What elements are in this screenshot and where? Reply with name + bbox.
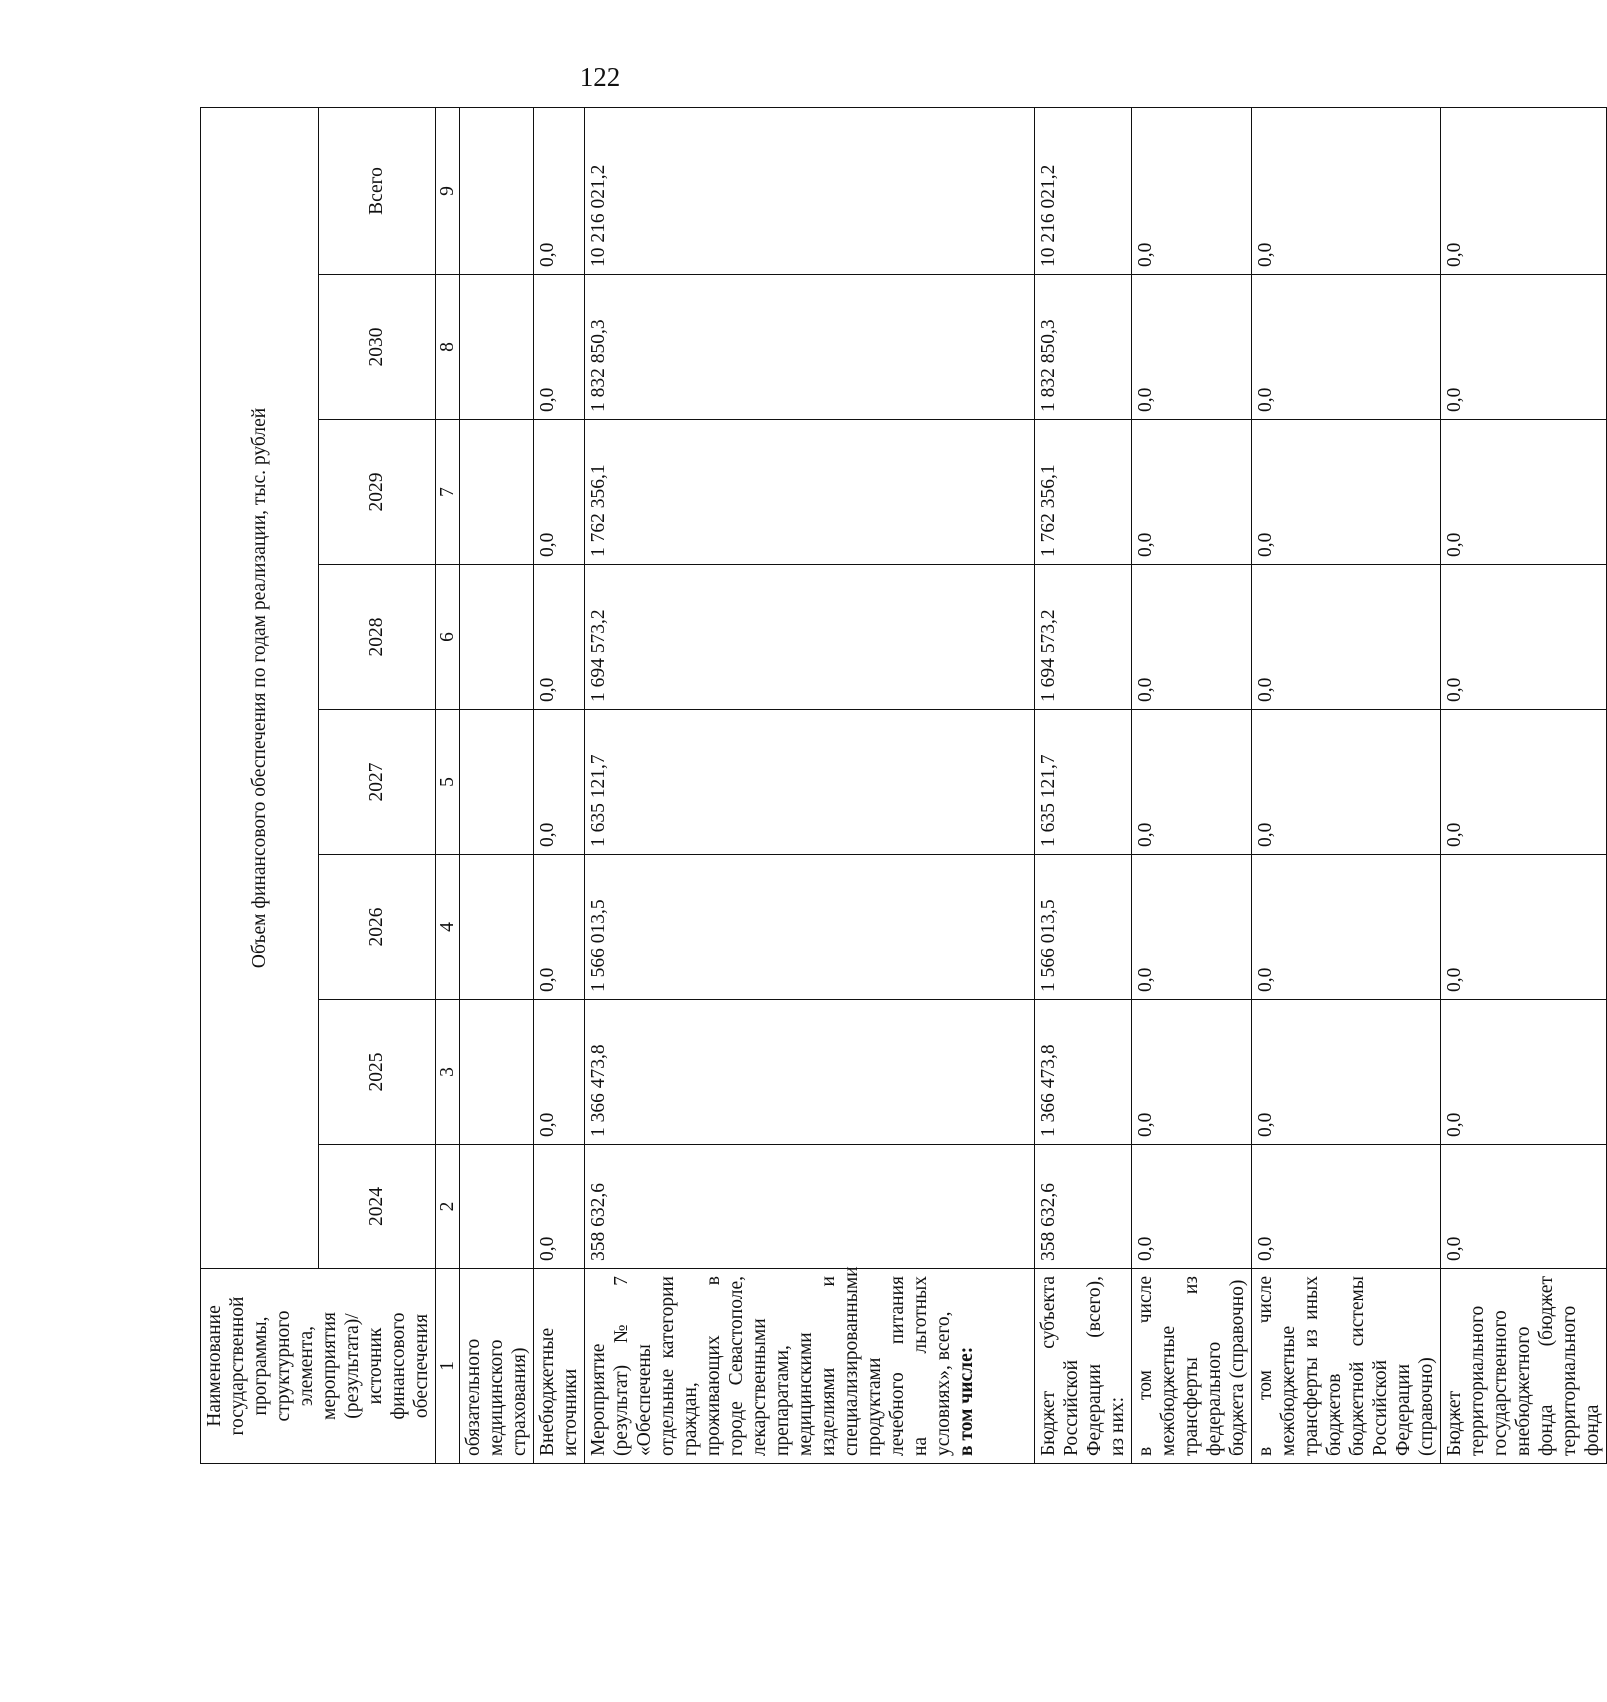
cell-value: 0,0	[534, 275, 585, 420]
column-index: 3	[436, 1000, 460, 1145]
column-index: 9	[436, 107, 460, 274]
cell-value: 0,0	[1252, 1000, 1441, 1145]
cell-value: 358 632,6	[585, 1145, 1035, 1269]
cell-value: 10 216 021,2	[1035, 107, 1132, 274]
row-name: в том числе межбюджетные трансферты из иных бюджетов бюджетной системы Российской Федерации (справочно)	[1252, 1269, 1441, 1464]
cell-value: 1 635 121,7	[585, 710, 1035, 855]
cell-value: 0,0	[1132, 420, 1252, 565]
cell-value	[460, 275, 534, 420]
header-year: 2030	[318, 275, 436, 420]
table-row	[1441, 107, 1607, 1463]
table-row	[1252, 107, 1441, 1463]
table-row	[585, 107, 1035, 1463]
cell-value: 0,0	[534, 420, 585, 565]
cell-value: 0,0	[1252, 1145, 1441, 1269]
cell-value: 0,0	[1441, 1145, 1607, 1269]
cell-value: 0,0	[1441, 107, 1607, 274]
cell-value: 0,0	[1252, 565, 1441, 710]
cell-value: 0,0	[534, 1145, 585, 1269]
row-name: обязательного медицинского страхования)	[460, 1269, 534, 1464]
cell-value: 0,0	[1441, 710, 1607, 855]
cell-value: 0,0	[1252, 855, 1441, 1000]
column-index: 8	[436, 275, 460, 420]
cell-value	[460, 1000, 534, 1145]
row-name: Внебюджетные источники	[534, 1269, 585, 1464]
cell-value: 358 632,6	[1035, 1145, 1132, 1269]
cell-value: 0,0	[1132, 1000, 1252, 1145]
row-name: в том числе межбюджетные трансферты из федерального бюджета (справочно)	[1132, 1269, 1252, 1464]
header-group: Объем финансового обеспечения по годам реализации, тыс. рублей	[201, 107, 319, 1268]
column-index: 4	[436, 855, 460, 1000]
cell-value: 0,0	[1132, 855, 1252, 1000]
cell-value: 0,0	[1441, 855, 1607, 1000]
row-name: Бюджет территориального государственного внебюджетного фонда (бюджет территориального фонда	[1441, 1269, 1607, 1464]
header-total: Всего	[318, 107, 436, 274]
cell-value: 1 832 850,3	[585, 275, 1035, 420]
cell-value: 0,0	[1132, 275, 1252, 420]
page-number: 122	[579, 62, 621, 92]
cell-value: 0,0	[1132, 107, 1252, 274]
cell-value: 1 566 013,5	[1035, 855, 1132, 1000]
header-year: 2027	[318, 710, 436, 855]
cell-value: 0,0	[1132, 1145, 1252, 1269]
header-year: 2026	[318, 855, 436, 1000]
column-index: 1	[436, 1269, 460, 1464]
cell-value: 0,0	[534, 107, 585, 274]
cell-value: 1 635 121,7	[1035, 710, 1132, 855]
header-col-name: Наименование государственной программы, структурного элемента, мероприятия (результата)/источник финансового обеспечения	[201, 1269, 436, 1464]
header-year: 2029	[318, 420, 436, 565]
cell-value	[460, 565, 534, 710]
cell-value: 0,0	[1252, 275, 1441, 420]
column-index: 2	[436, 1145, 460, 1269]
header-year: 2024	[318, 1145, 436, 1269]
cell-value: 0,0	[1441, 1000, 1607, 1145]
cell-value: 0,0	[1132, 565, 1252, 710]
table-row	[1132, 107, 1252, 1463]
financing-table	[200, 107, 1607, 1464]
cell-value: 0,0	[1252, 420, 1441, 565]
cell-value: 1 694 573,2	[585, 565, 1035, 710]
cell-value	[460, 710, 534, 855]
cell-value: 0,0	[1252, 107, 1441, 274]
cell-value: 1 366 473,8	[585, 1000, 1035, 1145]
cell-value: 1 832 850,3	[1035, 275, 1132, 420]
cell-value	[460, 1145, 534, 1269]
row-name-text: Мероприятие (результат) № 7 «Обеспечены отдельные категории граждан, проживающих в городе Севастополе, лекарственными препаратами, медицинскими изделиями и специализированными продуктами лечебного питания на льготных условиях», всего,	[588, 1266, 954, 1456]
cell-value: 0,0	[1441, 420, 1607, 565]
cell-value: 0,0	[534, 710, 585, 855]
cell-value: 10 216 021,2	[585, 107, 1035, 274]
cell-value: 0,0	[1441, 565, 1607, 710]
header-year: 2028	[318, 565, 436, 710]
cell-value: 1 694 573,2	[1035, 565, 1132, 710]
header-year: 2025	[318, 1000, 436, 1145]
cell-value: 0,0	[534, 565, 585, 710]
cell-value	[460, 107, 534, 274]
cell-value: 1 366 473,8	[1035, 1000, 1132, 1145]
cell-value: 0,0	[1252, 710, 1441, 855]
table-row	[534, 107, 585, 1463]
column-index: 6	[436, 565, 460, 710]
column-index: 5	[436, 710, 460, 855]
table-row	[1035, 107, 1132, 1463]
table-row	[460, 107, 534, 1463]
row-name-sub: в том числе:	[956, 1346, 977, 1456]
cell-value: 0,0	[534, 855, 585, 1000]
financing-table-rotated	[200, 108, 1603, 1464]
cell-value: 0,0	[534, 1000, 585, 1145]
cell-value: 0,0	[1132, 710, 1252, 855]
cell-value: 1 762 356,1	[585, 420, 1035, 565]
cell-value	[460, 855, 534, 1000]
cell-value: 1 762 356,1	[1035, 420, 1132, 565]
cell-value: 0,0	[1441, 275, 1607, 420]
row-name: Бюджет субъекта Российской Федерации (всего), из них:	[1035, 1269, 1132, 1464]
column-index: 7	[436, 420, 460, 565]
row-name	[585, 1266, 1035, 1464]
cell-value: 1 566 013,5	[585, 855, 1035, 1000]
cell-value	[460, 420, 534, 565]
